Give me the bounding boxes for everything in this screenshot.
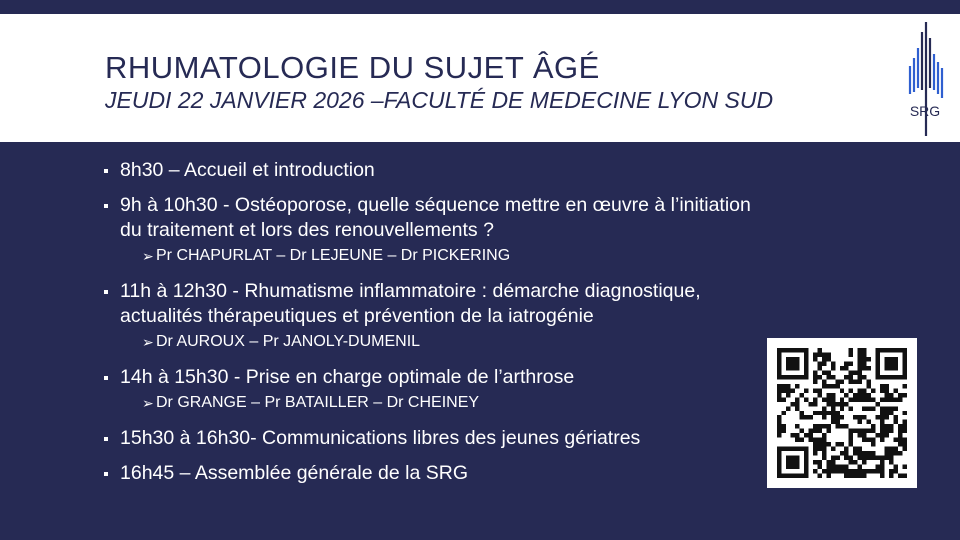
program-item: 8h30 – Accueil et introduction bbox=[102, 158, 862, 183]
qr-code-icon bbox=[777, 348, 907, 478]
header-band bbox=[0, 14, 960, 142]
page-subtitle: JEUDI 22 JANVIER 2026 –FACULTÉ DE MEDECINE LYON SUD bbox=[105, 87, 774, 113]
bullet-icon bbox=[104, 376, 108, 380]
bullet-icon bbox=[104, 169, 108, 173]
bullet-icon bbox=[104, 204, 108, 208]
speakers-line: ➢ Dr AUROUX – Pr JANOLY-DUMENIL bbox=[102, 331, 862, 353]
logo-text: SRG bbox=[909, 103, 941, 119]
program-item: 14h à 15h30 - Prise en charge optimale de l’arthrose bbox=[102, 365, 862, 390]
top-band bbox=[0, 0, 960, 14]
arrow-bullet-icon: ➢ bbox=[142, 334, 154, 350]
program-item: 9h à 10h30 - Ostéoporose, quelle séquence mettre en œuvre à l’initiation du traitement et lors des renouvellements ? bbox=[102, 193, 862, 243]
program-list bbox=[102, 158, 862, 486]
speakers-line: ➢ Dr GRANGE – Pr BATAILLER – Dr CHEINEY bbox=[102, 392, 862, 414]
program-item: 11h à 12h30 - Rhumatisme inflammatoire : démarche diagnostique, actualités thérapeutiques et prévention de la iatrogénie bbox=[102, 279, 862, 329]
page-title: RHUMATOLOGIE DU SUJET ÂGÉ bbox=[105, 50, 600, 85]
program-item: 15h30 à 16h30- Communications libres des jeunes gériatres bbox=[102, 426, 862, 451]
srg-logo bbox=[900, 18, 950, 138]
qr-code[interactable] bbox=[767, 338, 917, 488]
bullet-icon bbox=[104, 437, 108, 441]
bullet-icon bbox=[104, 290, 108, 294]
arrow-bullet-icon: ➢ bbox=[142, 395, 154, 411]
bullet-icon bbox=[104, 472, 108, 476]
speakers-line: ➢ Pr CHAPURLAT – Dr LEJEUNE – Dr PICKERING bbox=[102, 245, 862, 267]
program-item: 16h45 – Assemblée générale de la SRG bbox=[102, 461, 862, 486]
arrow-bullet-icon: ➢ bbox=[142, 248, 154, 264]
